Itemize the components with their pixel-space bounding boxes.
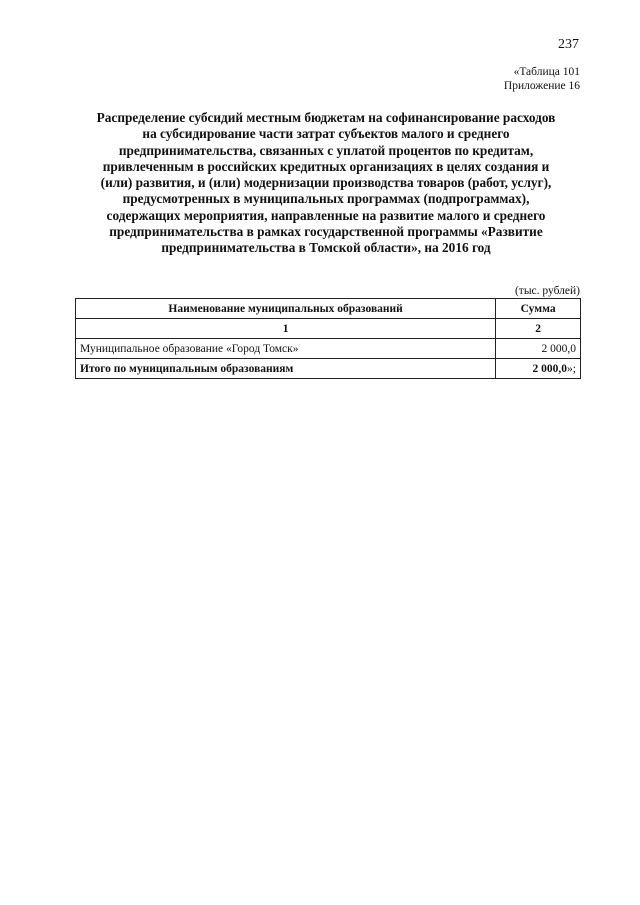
title-line: предусмотренных в муниципальных программах (подпрограммах), — [122, 191, 530, 207]
annex-reference — [504, 65, 580, 93]
title-line: предпринимательства, связанных с уплатой процентов по кредитам, — [118, 142, 534, 158]
table-row — [76, 339, 581, 359]
title-line: содержащих мероприятия, направленные на развитие малого и среднего — [106, 207, 546, 223]
unit-label: (тыс. рублей) — [514, 285, 580, 297]
title-line: Распределение субсидий местным бюджетам на софинансирование расходов — [96, 110, 556, 125]
appendix-reference: Приложение 16 — [503, 80, 580, 92]
subsidy-table — [75, 298, 581, 379]
title-line: предпринимательства в Томской области», на 2016 год — [161, 240, 491, 256]
municipality-name: Муниципальное образование «Город Томск» — [76, 339, 496, 359]
title-line: привлеченным в российских кредитных организациях в целях создания и — [102, 158, 550, 174]
table-reference: «Таблица 101 — [513, 66, 580, 78]
document-title — [72, 110, 580, 257]
amount-value: 2 000,0 — [496, 339, 581, 359]
total-amount-cell — [496, 359, 581, 379]
title-line: предпринимательства в рамках государственной программы «Развитие — [109, 224, 543, 240]
column-number-row — [76, 319, 581, 339]
page-number: 237 — [558, 37, 579, 52]
closing-quote: »; — [567, 362, 576, 375]
total-row — [76, 359, 581, 379]
header-amount: Сумма — [496, 299, 581, 319]
column-number-1: 1 — [76, 319, 496, 339]
column-number-2: 2 — [496, 319, 581, 339]
total-label: Итого по муниципальным образованиям — [76, 359, 496, 379]
total-amount: 2 000,0 — [532, 362, 568, 375]
title-line: (или) развития, и (или) модернизации производства товаров (работ, услуг), — [100, 175, 552, 191]
table-header-row — [76, 299, 581, 319]
title-line: на субсидирование части затрат субъектов малого и среднего — [142, 126, 510, 142]
header-municipality: Наименование муниципальных образований — [76, 299, 496, 319]
